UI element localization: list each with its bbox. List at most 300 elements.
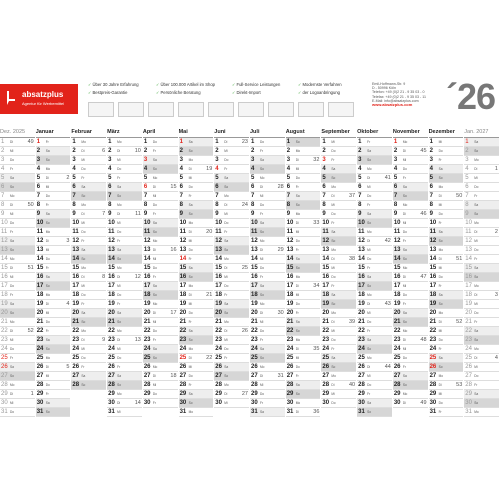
day-cell (107, 255, 142, 264)
day-number: 2 (251, 148, 255, 154)
weekday-label: Di (438, 194, 442, 198)
day-number: 12 (251, 238, 258, 244)
weekday-label: Sa (152, 221, 157, 225)
week-number: 49 (27, 139, 34, 145)
weekday-label: Mi (152, 257, 157, 261)
day-number: 7 (1, 193, 5, 199)
weekday-label: Mi (224, 338, 228, 342)
day-number: 25 (429, 355, 437, 361)
day-number: 25 (143, 355, 151, 361)
day-cell (214, 291, 249, 300)
weekday-label: Sa (260, 347, 264, 351)
day-cell (321, 219, 356, 228)
day-cell (36, 219, 71, 228)
day-cell (286, 336, 321, 345)
day-cell (393, 147, 428, 156)
day-cell (286, 372, 321, 381)
day-cell (0, 345, 35, 354)
day-cell (393, 318, 428, 327)
day-cell (464, 174, 499, 183)
week-number: 13 (134, 337, 141, 343)
day-cell (357, 138, 392, 147)
weekday-label: Di (367, 176, 371, 180)
day-number: 28 (465, 382, 472, 388)
day-number: 1 (215, 139, 219, 145)
weekday-label: Mo (331, 248, 336, 252)
day-cell (214, 399, 249, 408)
weekday-label: Sa (10, 302, 14, 306)
weekday-label: Mi (224, 149, 228, 153)
day-number: 17 (36, 283, 44, 289)
weekday-label: Do (295, 365, 300, 369)
day-number: 19 (179, 301, 187, 307)
day-cell (464, 399, 499, 408)
day-number: 23 (215, 337, 222, 343)
day-cell (357, 264, 392, 273)
day-cell (429, 327, 464, 336)
weekday-label: Fr (367, 329, 371, 333)
day-number: 2 (322, 148, 326, 154)
day-cell (0, 237, 35, 246)
weekday-label: Fr (45, 392, 49, 396)
day-cell (321, 210, 356, 219)
day-number: 21 (215, 319, 222, 325)
month-column (429, 128, 464, 420)
day-number: 21 (251, 319, 258, 325)
weekday-label: Di (10, 392, 14, 396)
week-number: 6 (102, 148, 106, 154)
day-number: 3 (36, 157, 41, 163)
weekday-label: Fr (367, 266, 371, 270)
day-cell (393, 381, 428, 390)
day-cell (71, 210, 106, 219)
day-number: 13 (429, 247, 437, 253)
day-number: 20 (251, 310, 258, 316)
day-number: 26 (108, 364, 115, 370)
weekday-label: Mi (367, 311, 371, 315)
weekday-label: Sa (438, 230, 443, 234)
day-number: 11 (322, 229, 329, 235)
day-number: 8 (1, 202, 5, 208)
day-cell (214, 282, 249, 291)
weekday-label: Di (295, 158, 299, 162)
weekday-label: Do (152, 203, 157, 207)
day-number: 25 (108, 355, 115, 361)
weekday-label: Sa (81, 311, 86, 315)
day-cell (250, 273, 285, 282)
weekday-label: Fr (152, 401, 156, 405)
day-cell (393, 183, 428, 192)
day-number: 19 (322, 301, 330, 307)
weekday-label: Di (188, 167, 192, 171)
day-cell (143, 282, 178, 291)
day-number: 5 (429, 175, 433, 181)
weekday-label: Mo (367, 167, 372, 171)
feature-item: ✓ der Logoanbringung (298, 90, 340, 95)
weekday-label: Mo (188, 284, 193, 288)
weekday-label: Mi (10, 338, 14, 342)
day-cell (36, 336, 71, 345)
day-number: 4 (1, 166, 5, 172)
day-cell (36, 237, 71, 246)
day-cell (71, 336, 106, 345)
month-column (286, 128, 321, 420)
weekday-label: Sa (438, 356, 443, 360)
weekday-label: Do (438, 149, 443, 153)
weekday-label: Fr (367, 140, 371, 144)
weekday-label: Di (117, 149, 121, 153)
weekday-label: Mo (45, 356, 51, 360)
day-number: 13 (179, 247, 187, 253)
weekday-label: Sa (260, 410, 264, 414)
weekday-label: Mi (81, 158, 85, 162)
day-number: 24 (322, 346, 330, 352)
day-cell (464, 309, 499, 318)
day-cell (143, 228, 178, 237)
weekday-label: Do (152, 266, 157, 270)
day-cell (214, 147, 249, 156)
feature-item: ✓ Direkt-Import (232, 90, 261, 95)
day-number: 2 (108, 148, 112, 154)
day-number: 31 (286, 409, 294, 415)
weekday-label: Fr (10, 356, 14, 360)
day-cell (321, 318, 356, 327)
weekday-label: Mi (45, 374, 50, 378)
day-number: 12 (143, 238, 151, 244)
day-cell (250, 363, 285, 372)
day-number: 18 (179, 292, 187, 298)
day-number: 23 (393, 337, 401, 343)
weekday-label: Mi (402, 158, 407, 162)
day-number: 8 (286, 202, 291, 208)
day-number: 13 (393, 247, 401, 253)
weekday-label: So (331, 365, 336, 369)
weekday-label: Mo (10, 194, 15, 198)
day-number: 7 (72, 193, 76, 199)
day-number: 20 (286, 310, 294, 316)
week-number: 27 (241, 391, 248, 397)
day-cell (107, 237, 142, 246)
weekday-label: Mi (331, 266, 335, 270)
day-cell (429, 309, 464, 318)
day-cell (464, 381, 499, 390)
weekday-label: Mi (188, 176, 192, 180)
day-number: 15 (429, 265, 437, 271)
month-name: Dezember (429, 128, 464, 138)
day-number: 17 (393, 283, 401, 289)
weekday-label: Sa (45, 338, 50, 342)
day-cell (0, 408, 35, 417)
weekday-label: Do (367, 194, 372, 198)
day-number: 7 (393, 193, 398, 199)
weekday-label: Di (260, 248, 264, 252)
day-cell (464, 336, 499, 345)
day-cell (179, 219, 214, 228)
day-number: 29 (322, 391, 330, 397)
weekday-label: Sa (81, 374, 86, 378)
weekday-label: Mo (295, 338, 301, 342)
day-number: 7 (286, 193, 291, 199)
day-number: 12 (1, 238, 8, 244)
weekday-label: So (188, 338, 193, 342)
day-cell (393, 156, 428, 165)
day-cell (393, 228, 428, 237)
weekday-label: Fr (367, 392, 371, 396)
day-number: 14 (143, 256, 151, 262)
weekday-label: Sa (474, 392, 479, 396)
day-cell (107, 345, 142, 354)
weekday-label: Mi (438, 266, 442, 270)
day-number: 11 (1, 229, 8, 235)
day-number: 21 (393, 319, 401, 325)
day-number: 4 (179, 166, 183, 172)
day-number: 15 (322, 265, 330, 271)
weekday-label: Mo (402, 140, 408, 144)
feature-item: ✓ Persönliche Beratung (156, 90, 201, 95)
weekday-label: Do (45, 383, 50, 387)
day-cell (321, 237, 356, 246)
week-number: 9 (102, 337, 106, 343)
weekday-label: Di (367, 239, 371, 243)
day-number: 5 (72, 175, 76, 181)
day-number: 22 (465, 328, 472, 334)
day-number: 9 (465, 211, 469, 217)
weekday-label: So (474, 149, 479, 153)
day-cell (286, 354, 321, 363)
day-cell (143, 255, 178, 264)
day-cell (393, 192, 428, 201)
week-number: 23 (241, 139, 248, 145)
weekday-label: Di (260, 185, 264, 189)
day-cell (393, 210, 428, 219)
week-number: 36 (313, 409, 320, 415)
weekday-label: Mi (117, 158, 121, 162)
day-number: 1 (393, 139, 398, 145)
day-number: 4 (393, 166, 398, 172)
weekday-label: Fr (331, 221, 335, 225)
day-number: 14 (322, 256, 330, 262)
day-number: 16 (286, 274, 294, 280)
weekday-label: Do (474, 374, 479, 378)
weekday-label: Mo (331, 374, 336, 378)
day-cell (357, 390, 392, 399)
weekday-label: Fr (438, 347, 442, 351)
day-number: 25 (215, 355, 222, 361)
day-number: 4 (358, 166, 362, 172)
month-column (321, 128, 356, 420)
weekday-label: Mo (117, 203, 122, 207)
day-number: 14 (72, 256, 80, 262)
weekday-label: So (10, 311, 14, 315)
day-number: 7 (143, 193, 148, 199)
day-cell (107, 264, 142, 273)
weekday-label: Do (117, 356, 122, 360)
day-cell (71, 273, 106, 282)
day-number: 14 (1, 256, 8, 262)
day-number: 4 (465, 166, 469, 172)
day-number: 30 (286, 400, 294, 406)
weekday-label: Sa (152, 347, 157, 351)
weekday-label: Di (188, 293, 192, 297)
day-number: 27 (215, 373, 222, 379)
weekday-label: So (81, 194, 86, 198)
day-cell (0, 246, 35, 255)
day-number: 9 (251, 211, 255, 217)
day-number: 23 (251, 337, 258, 343)
day-cell (286, 345, 321, 354)
day-number: 8 (72, 202, 76, 208)
day-number: 21 (179, 319, 187, 325)
weekday-label: Sa (295, 383, 300, 387)
weekday-label: Do (331, 275, 336, 279)
weekday-label: So (295, 266, 300, 270)
weekday-label: Mi (402, 347, 407, 351)
week-number: 52 (27, 328, 34, 334)
day-cell (36, 273, 71, 282)
weekday-label: Do (331, 149, 336, 153)
weekday-label: Fr (474, 383, 478, 387)
month-name: September (321, 128, 356, 138)
day-number: 10 (215, 220, 222, 226)
day-number: 26 (215, 364, 222, 370)
day-cell (179, 255, 214, 264)
day-cell (464, 291, 499, 300)
day-number: 18 (36, 292, 44, 298)
day-number: 16 (108, 274, 115, 280)
day-number: 27 (251, 373, 258, 379)
week-number: 51 (27, 265, 34, 271)
day-cell (429, 219, 464, 228)
weekday-label: Mi (367, 374, 371, 378)
day-cell (250, 282, 285, 291)
day-cell (393, 246, 428, 255)
weekday-label: Sa (402, 311, 407, 315)
weekday-label: Mo (188, 347, 193, 351)
weekday-label: Fr (438, 284, 442, 288)
day-number: 28 (358, 382, 365, 388)
day-number: 25 (179, 355, 187, 361)
day-number: 3 (251, 157, 255, 163)
weekday-label: Mo (224, 383, 229, 387)
weekday-label: So (367, 158, 372, 162)
day-number: 5 (1, 175, 5, 181)
day-cell (214, 165, 249, 174)
day-number: 31 (358, 409, 365, 415)
day-number: 19 (72, 301, 80, 307)
day-number: 21 (108, 319, 115, 325)
weekday-label: Fr (402, 302, 406, 306)
weekday-label: Mi (295, 293, 300, 297)
weekday-label: Di (402, 212, 406, 216)
day-number: 9 (286, 211, 291, 217)
day-cell (286, 147, 321, 156)
week-number: 4 (494, 355, 498, 361)
day-cell (0, 336, 35, 345)
day-number: 3 (465, 157, 469, 163)
weekday-label: Do (81, 293, 86, 297)
day-cell (357, 228, 392, 237)
day-number: 6 (1, 184, 5, 190)
day-cell (36, 156, 71, 165)
weekday-label: Mi (331, 203, 335, 207)
weekday-label: Mi (260, 320, 264, 324)
feature-item: ✓ Über 30 Jahre Erfahrung (88, 82, 139, 87)
day-number: 14 (179, 256, 187, 262)
day-cell (143, 327, 178, 336)
day-number: 7 (251, 193, 255, 199)
day-cell (143, 300, 178, 309)
day-number: 12 (358, 238, 365, 244)
day-number: 27 (36, 373, 44, 379)
day-cell (429, 336, 464, 345)
day-number: 24 (36, 346, 44, 352)
day-cell (464, 390, 499, 399)
day-number: 5 (36, 175, 41, 181)
weekday-label: Fr (331, 347, 335, 351)
weekday-label: Mo (367, 356, 372, 360)
day-number: 18 (251, 292, 258, 298)
day-number: 27 (358, 373, 365, 379)
weekday-label: Do (188, 374, 193, 378)
day-cell (214, 273, 249, 282)
day-cell (321, 228, 356, 237)
day-cell (429, 390, 464, 399)
weekday-label: Mi (152, 194, 157, 198)
day-number: 22 (36, 328, 44, 334)
day-cell (214, 237, 249, 246)
day-number: 26 (36, 364, 44, 370)
day-cell (393, 390, 428, 399)
day-number: 13 (358, 247, 365, 253)
website-link[interactable]: www.absatzplus.com (372, 102, 413, 108)
day-cell (0, 138, 35, 147)
day-cell (250, 147, 285, 156)
day-cell (393, 372, 428, 381)
day-number: 23 (72, 337, 80, 343)
weekday-label: Fr (152, 338, 156, 342)
weekday-label: So (117, 320, 122, 324)
weekday-label: Di (224, 140, 228, 144)
weekday-label: Di (402, 401, 406, 405)
week-number: 42 (384, 238, 391, 244)
day-number: 8 (465, 202, 469, 208)
day-cell (143, 390, 178, 399)
day-cell (36, 399, 71, 408)
day-number: 10 (143, 220, 151, 226)
day-cell (36, 390, 71, 399)
day-number: 27 (465, 373, 472, 379)
weekday-label: Do (260, 329, 265, 333)
day-cell (71, 345, 106, 354)
weekday-label: So (117, 257, 122, 261)
day-cell (0, 399, 35, 408)
day-cell (357, 246, 392, 255)
weekday-label: So (81, 320, 86, 324)
day-cell (0, 300, 35, 309)
month-name: August (286, 128, 321, 138)
weekday-label: Fr (81, 365, 85, 369)
weekday-label: So (295, 329, 300, 333)
day-cell (429, 147, 464, 156)
day-cell (143, 354, 178, 363)
day-cell (36, 381, 71, 390)
day-cell (36, 327, 71, 336)
weekday-label: Do (10, 158, 15, 162)
weekday-label: Mi (45, 311, 50, 315)
day-number: 21 (322, 319, 330, 325)
day-cell (321, 291, 356, 300)
day-cell (321, 282, 356, 291)
